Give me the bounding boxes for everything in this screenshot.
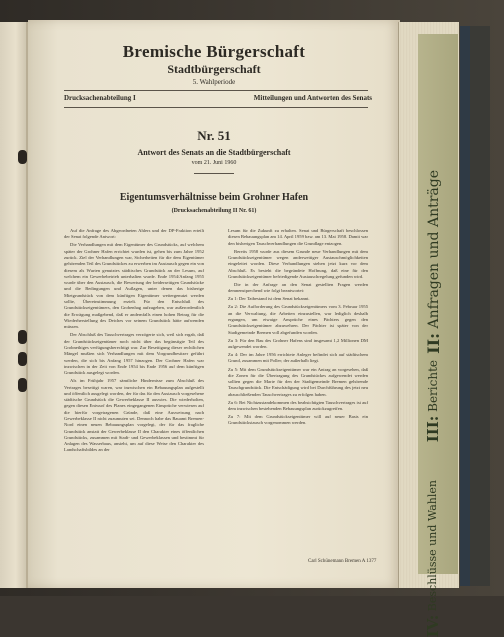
binder-hole xyxy=(18,330,27,344)
answer-item: Zu 5: Mit dem Grundstückseigentümer war ein Antrag an vorgesehen, daß die Zonen für die Übertragung des Grundstückes aufgewendet werden sollten gegen die Marie für den der Stadtgemeinde Bremen gehörende Tauschgrundstück. Die Entschädigung wird bei Durchführung des jetzt neu abzuschließenden Tauschvertrages zu erfolgen haben. xyxy=(228,366,368,397)
header-rule-top xyxy=(64,90,368,91)
document-subject: Eigentumsverhältnisse beim Grohner Hafen xyxy=(119,192,309,203)
answer-item: Zu 1: Der Tatbestand ist dem Senat bekannt. xyxy=(228,296,310,302)
parliament-subtitle: Stadtbürgerschaft xyxy=(167,62,261,76)
spine-label-anfragen: II: Anfragen und Anträge xyxy=(424,170,443,354)
previous-page-edge xyxy=(0,22,28,588)
paragraph: Als im Frühjahr 1957 sämtliche Hindernisse zum Abschluß des Vertrages beseitigt waren, war inzwischen ein Bebauungsplan aufgestellt und öffentlich ausgelegt worden, der für das für den Austausch vorgesehene städtische Grundstück die Gewerbeklasse II auswies. Die wiederholten, gegen diesen Entwurf des Planes eingegangenen Einsprüche verwiesen auf die hierfür vorgetragenen Gründe, daß eine Ausweisung nach Gewerbeklasse II nicht zuzumuten sei. Dennoch habe das Bauamt Bremen-Nord einen neuen Bebauungsplan vorgelegt, der für das fragliche Grundstück anstatt der Gewerbeklasse II den Charakter eines öffentlichen Grundstücks, zusammen mit Stadt- und Gewerbeklassen und bestimmt für Anlagen des Wasserbaus, ansieht, um auf diese Weise den Charakter des Landschaftsbildes an der xyxy=(64,378,204,453)
paragraph: Auf die Anfrage des Abgeordneten Ahlers und der DP-Fraktion erteilt der Senat folgende Antwort: xyxy=(64,228,204,240)
paragraph: Lesum für die Zukunft zu erhalten. Senat und Bürgerschaft beschlossen diesen Bebauungsplan am 14. April 1959 bzw. am 13. Mai 1958. Damit war den bisherigen Tauschverhandlungen die Grundlage entzogen. xyxy=(228,228,368,246)
answer-item: Zu 6: Bei Nichtzustandekommen des beabsichtigten Tauschvertrages ist auf dem inzwischen bestehenden Bebauungsplan zurückzugreifen. xyxy=(228,399,368,412)
binder-hole xyxy=(18,150,27,164)
answer-item: Zu 4: Der im Jahre 1956 errichtete Anleger befindet sich auf städtischem Grund, zusammen mit Poller; der außerhalb liegt. xyxy=(228,352,368,364)
printer-imprint: Carl Schünemann Bremen A 1377 xyxy=(308,559,377,564)
spine-label-beschluesse: IV: Beschlüsse und Wahlen xyxy=(424,480,442,637)
text-column-right xyxy=(228,228,368,429)
document-number: Nr. 51 xyxy=(197,128,231,143)
answer-item: Zu 2: Die Aufforderung des Grundstückseigentümers vom 3. Februar 1955 an die Verwaltung, die Arbeiten einzustellen, war lediglich deshalb ergangen, um etwaige Ansprüche eines Pächters gegen den Grundstückseigentümer abzuwehren. Der Pächter ist später von der Stadtgemeinde Bremen voll abgefunden worden. xyxy=(228,304,368,335)
document-reference: (Drucksachenabteilung II Nr. 61) xyxy=(171,208,257,214)
binder-hole xyxy=(18,378,27,392)
header-rule-bottom xyxy=(64,107,368,108)
binder-spine xyxy=(460,26,470,586)
paragraph: Bereits 1958 wurde aus diesem Grunde neue Verhandlungen mit dem Grundstückseigentümer wegen anderweitiger Austauschmöglichkeiten eingeleitet worden. Diese Verhandlungen stehen jetzt kurz vor dem Abschluß. Es besteht die begründete Hoffnung, daß eine für den Grundstückseigentümer befriedigende Austauschregelung gefunden wird. xyxy=(228,248,368,279)
legislative-period: 5. Wahlperiode xyxy=(192,78,236,86)
document-date: vom 21. Juni 1960 xyxy=(191,160,237,166)
spine-label-berichte: III: Berichte xyxy=(424,360,442,443)
section-label: Drucksachenabteilung I xyxy=(64,94,136,102)
binder-cover xyxy=(470,26,490,586)
parliament-title: Bremische Bürgerschaft xyxy=(122,42,306,61)
text-column-left xyxy=(64,228,204,456)
separator-rule xyxy=(194,173,234,174)
paragraph: Die Verhandlungen mit dem Eigentümer des Grundstücks, auf welchem später der Grohner Hafen errichtet wurden ist, gehen bis zum Jahre 1952 zurück. Ziel der Verhandlungen war, Sicherheiten für die dem Eigentümer gehörenden Teil des Grundstückes zu erwerben im Austausch gegen ein von diesem als Wurten genutztes städtisches Grundstück an der Lesum, auf welchem ein Gewerbebetrieb unterhalten wurde. Ende 1954/Anfang 1955 wurde über den Austausch, die Bewertung der beiderseitigen Grundstücke und die Bedingungen und Auflagen, unter denen das bisherige Mietgrundstück von dem künftigen Eigentümer weitergenutzt werden sollte, Übereinstimmung erzielt. Für den Entschluß des Grundstückseigentümers, den Grobenhag aufzugeben, war außerordentlich die Erwägung maßgebend, daß er andernfalls einen hohen Betrag für die Wiederherstellung des Deiches vor seinem Grundstück hätte aufwenden müssen. xyxy=(64,242,204,330)
series-label: Mitteilungen und Antworten des Senats xyxy=(253,94,372,102)
answer-item: Zu 7: Mit dem Grundstückseigentümer will auf neuer Basis ein Grundstückstausch vorgenommen werden. xyxy=(228,414,368,426)
binder-hole xyxy=(18,352,27,366)
document-heading: Antwort des Senats an die Stadtbürgerschaft xyxy=(137,148,291,157)
answer-item: Zu 3: Für den Bau des Grohner Hafens sind insgesamt 1,2 Millionen DM aufgewendet worden. xyxy=(228,337,368,350)
paragraph: Der Abschluß des Tauschvertrages verzögerte sich, weil sich ergab, daß der Grundstückseigentümer noch nicht über das begünstigte Teil des Grobnethiges verfügungsberechtigt war. Zur Beseitigung dieser rechtlichen Mängel mußten sich Verhandlungen mit dem Vorgrundbesitzer geführt werden, die sich bis Anfang 1957 hinzogen. Der Grohner Hafen war inzwischen in der Zeit von Ende 1954 bis Ende 1956 auf dem künftigen Grundstück ausgelegt worden. xyxy=(64,332,204,376)
paragraph: Die in der Anfrage an den Senat gestellten Fragen werden demnenstprechend wie folgt beantwortet: xyxy=(228,281,368,294)
